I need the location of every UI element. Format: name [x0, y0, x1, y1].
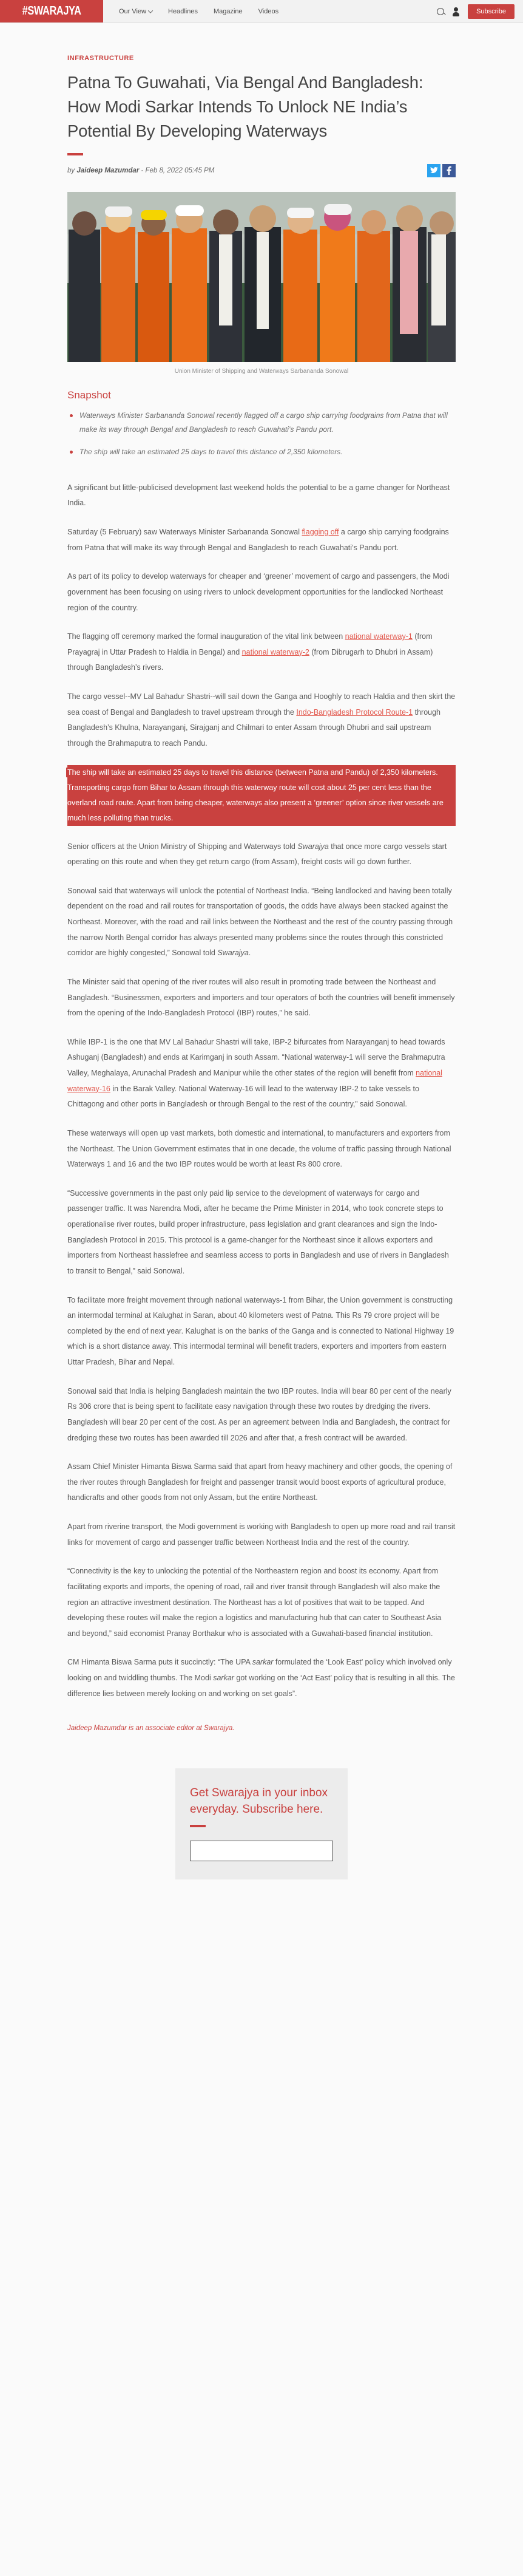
link-national-waterway-1[interactable]: national waterway-1 [345, 632, 413, 641]
link-national-waterway-16[interactable]: national waterway-16 [67, 1069, 442, 1093]
paragraph [67, 689, 456, 752]
twitter-icon [430, 167, 438, 174]
facebook-share-button[interactable] [442, 164, 456, 177]
nav-item-magazine[interactable] [214, 8, 243, 15]
hero-photo-graphic [67, 192, 456, 362]
logo-text: #SWARAJYA [22, 4, 81, 18]
text-run: Senior officers at the Union Ministry of Shipping and Waterways told [67, 842, 298, 851]
facebook-icon [447, 166, 451, 175]
text-run: formulated the ‘Look East’ policy which involved only looking on and twiddling thumbs. The Modi [67, 1658, 452, 1683]
text-run: (from Prayagraj in Uttar Pradesh to Haldia in Bengal) and [67, 632, 433, 656]
article-hero-image [67, 192, 456, 362]
paragraph: As part of its policy to develop waterways for cheaper and ‘greener’ movement of cargo and passengers, the Modi government has been focusing on using rivers to unlock development opportunities for the landlocked Northeast region of the country. [67, 572, 450, 612]
paragraph: Apart from riverine transport, the Modi government is working with Bangladesh to open up more road and rail transit links for movement of cargo and passenger traffic between Northeast India and the rest of the country. [67, 1522, 456, 1547]
nav-item-videos[interactable] [258, 8, 278, 15]
byline [67, 167, 214, 174]
paragraph [67, 884, 456, 961]
highlighted-callout [67, 765, 456, 826]
article-date: - Feb 8, 2022 05:45 PM [141, 166, 215, 174]
user-icon [453, 7, 459, 16]
paragraph: “Connectivity is the key to unlocking the potential of the Northeastern region and boost its economy. Apart from facilitating exports and imports, the opening of road, rail and river transit through Bangladesh will also make the region an attractive investment destination. The Northeast has a lot of positives that wait to be tapped. And developing these routes will make the region a logistics and manufacturing hub that can cater to Southeast Asia and beyond,” said economist Pranay Borthakur who is associated with a Guwahati-based financial institution. [67, 1567, 442, 1638]
publication-name: Swarajya [297, 842, 329, 851]
newsletter-heading: Get Swarajya in your inbox everyday. Subscribe here. [190, 1787, 328, 1816]
paragraph [67, 839, 456, 870]
article [67, 55, 456, 1879]
text-run: Saturday (5 February) saw Waterways Minister Sarbananda Sonowal [67, 528, 302, 537]
paragraph: Assam Chief Minister Himanta Biswa Sarma said that apart from heavy machinery and other goods, the opening of the river routes through Bangladesh for freight and passenger transit would boost exports of agricultural produce, handicrafts and other goods from not only Assam, but the entire Northeast. [67, 1462, 453, 1502]
list-item: Waterways Minister Sarbananda Sonowal recently flagged off a cargo ship carrying foodgrains from Patna that will make its way through Bengal and Bangladesh to reach Guwahati’s Pandu port. [67, 409, 456, 437]
nav-item-our-view[interactable] [119, 8, 152, 15]
text-run: in the Barak Valley. National Waterway-16 will lead to the waterway IBP-2 to take vessels to Chittagong and other ports in Bangladesh or through Bengal to the rest of the country,” said Sonowal. [67, 1084, 419, 1109]
list-item: The ship will take an estimated 25 days to travel this distance of 2,350 kilometers. [67, 445, 456, 459]
paragraph: Sonowal said that India is helping Bangladesh maintain the two IBP routes. India will bear 80 per cent of the nearly Rs 306 crore that is being spent to facilitate easy navigation through these two routes by dredging the rivers. Bangladesh will bear 20 per cent of the cost. As per an agreement between India and Bangladesh, the contract for dredging these two routes has been awarded till 2026 and after that, a fresh contract will be awarded. [67, 1386, 451, 1442]
paragraph: These waterways will open up vast markets, both domestic and international, to manufacturers and exporters from the Northeast. The Union Government estimates that in one decade, the volume of traffic passing through National Waterways 1 and 16 and the two IBP routes would be worth at least Rs 800 crore. [67, 1128, 451, 1169]
highlight-text: The ship will take an estimated 25 days to travel this distance (between Patna and Pandu) of 2,350 kilometers. Transporting cargo from Bihar to Assam through this waterway route will cost about 25 per cent less than the overland road route. Apart from being cheaper, waterways also present a ‘greener’ option since river vessels are much less polluting than trucks. [67, 768, 444, 822]
paragraph [67, 1655, 456, 1702]
paragraph: To facilitate more freight movement through national waterways-1 from Bihar, the Union government is constructing an intermodal terminal at Kalughat in Saran, about 40 kilometers west of Patna. This Rs 79 crore project will be completed by the end of next year. Kalughat is on the banks of the Ganga and is connected to National Highway 19 which is a short distance away. This intermodal terminal will benefit traders, exporters and importers from eastern Uttar Pradesh, Bihar and Nepal. [67, 1295, 454, 1367]
text-run: (from Dibrugarh to Dhubri in Assam) through Bangladesh’s rivers. [67, 647, 433, 672]
share-icons [427, 164, 456, 177]
image-caption: Union Minister of Shipping and Waterways Sarbananda Sonowal [174, 367, 349, 375]
search-button[interactable] [437, 8, 444, 15]
text-run: The flagging off ceremony marked the formal inauguration of the vital link between [67, 632, 345, 641]
text-run: got working on the ‘Act East’ policy that is resulting in all this. The difference lies between merely looking on and working on set goals”. [67, 1674, 456, 1698]
foreign-term: sarkar [213, 1674, 234, 1683]
link-national-waterway-2[interactable]: national waterway-2 [241, 647, 309, 656]
chevron-down-icon [148, 8, 153, 13]
site-logo[interactable] [0, 0, 103, 22]
author-bio: Jaideep Mazumdar is an associate editor at Swarajya. [67, 1725, 235, 1733]
byline-row [67, 164, 456, 177]
text-run: a cargo ship carrying foodgrains from Patna that will make its way through Bengal and Bangladesh to reach Guwahati’s Pandu port. [67, 528, 449, 552]
newsletter-email-input[interactable] [190, 1841, 333, 1861]
paragraph [67, 629, 456, 676]
text-run: through Bangladesh’s Khulna, Narayanganj, Sirajganj and Chilmari to enter Assam through Dhubri and sail upstream through the Brahmaputra to reach Pandu. [67, 707, 441, 748]
paragraph [67, 1035, 456, 1113]
paragraph [67, 525, 456, 556]
twitter-share-button[interactable] [427, 164, 440, 177]
newsletter-signup [175, 1768, 348, 1879]
nav-item-headlines[interactable] [168, 8, 198, 15]
account-button[interactable] [453, 7, 459, 16]
paragraph: “Successive governments in the past only paid lip service to the development of waterways for cargo and passenger traffic. It was Narendra Modi, after he became the Prime Minister in 2014, who took concrete steps to operationalise river routes, build proper infrastructure, pass legislation and grant clearances and sign the Indo-Bangladesh Protocol in 2015. This protocol is a game-changer for the Northeast since it allows exporters and importers from Northeast hasslefree and seamless access to ports in Bangladesh and use of rivers in Bangladesh to transit to Bengal,” said Sonowal. [67, 1188, 449, 1275]
text-run: that once more cargo vessels start operating on this route and when they get return cargo (from Assam), freight costs will go down further. [67, 842, 447, 867]
nav-label: Our View [119, 7, 147, 15]
article-category[interactable]: INFRASTRUCTURE [67, 55, 134, 62]
subscribe-button[interactable]: Subscribe [468, 4, 515, 19]
nav-label: Headlines [168, 7, 198, 15]
snapshot-list [67, 409, 456, 460]
nav-label: Magazine [213, 7, 243, 15]
publication-name: Swarajya [217, 949, 249, 958]
link-indo-bangladesh-protocol-route-1[interactable]: Indo-Bangladesh Protocol Route-1 [296, 707, 413, 717]
snapshot-heading: Snapshot [67, 389, 111, 401]
text-run: . [248, 949, 251, 958]
title-underline-rule [67, 153, 83, 155]
header-actions [437, 0, 523, 22]
site-header [0, 0, 523, 23]
page-title: Patna To Guwahati, Via Bengal And Bangladesh: How Modi Sarkar Intends To Unlock NE India’s Potential By Developing Waterways [67, 73, 423, 140]
paragraph: The Minister said that opening of the river routes will also result in promoting trade between the Northeast and Bangladesh. “Businessmen, exporters and importers and tour operators of both the countries will benefit immensely from the opening of the Indo-Bangladesh Protocol (IBP) routes,” he said. [67, 977, 455, 1018]
newsletter-underline-rule [190, 1825, 206, 1827]
search-icon [437, 8, 444, 15]
text-run: The cargo vessel--MV Lal Bahadur Shastri--will sail down the Ganga and Hooghly to reach Haldia and then skirt the sea coast of Bengal and Bangladesh to travel upstream through the [67, 692, 456, 717]
link-flagging-off[interactable]: flagging off [302, 528, 339, 537]
foreign-term: sarkar [252, 1658, 274, 1667]
byline-prefix: by [67, 166, 75, 174]
page-body [0, 23, 523, 2576]
text-run: While IBP-1 is the one that MV Lal Bahadur Shastri will take, IBP-2 bifurcates from Narayanganj to head towards Ashuganj (Bangladesh) and ends at Karimganj in south Assam. “National waterway-1 will serve the Brahmaputra Valley, Meghalaya, Arunachal Pradesh and Manipur while the other states of the region will benefit from [67, 1037, 445, 1078]
text-run: Sonowal said that waterways will unlock the potential of Northeast India. “Being landlocked and having been totally dependent on the road and rail routes for transportation of goods, the odds have always been stacked against the Northeast. Moreover, with the road and rail links between the Northeast and the rest of the country passing through the narrow North Bengal corridor has always presented many problems since the routes through this constricted corridor are highly congested,” Sonowal told [67, 886, 453, 958]
nav-label: Videos [258, 7, 279, 15]
text-run: CM Himanta Biswa Sarma puts it succinctly: “The UPA [67, 1658, 252, 1667]
paragraph: A significant but little-publicised development last weekend holds the potential to be a game changer for Northeast India. [67, 483, 450, 508]
main-navigation [103, 0, 437, 22]
author-name[interactable]: Jaideep Mazumdar [76, 166, 140, 174]
